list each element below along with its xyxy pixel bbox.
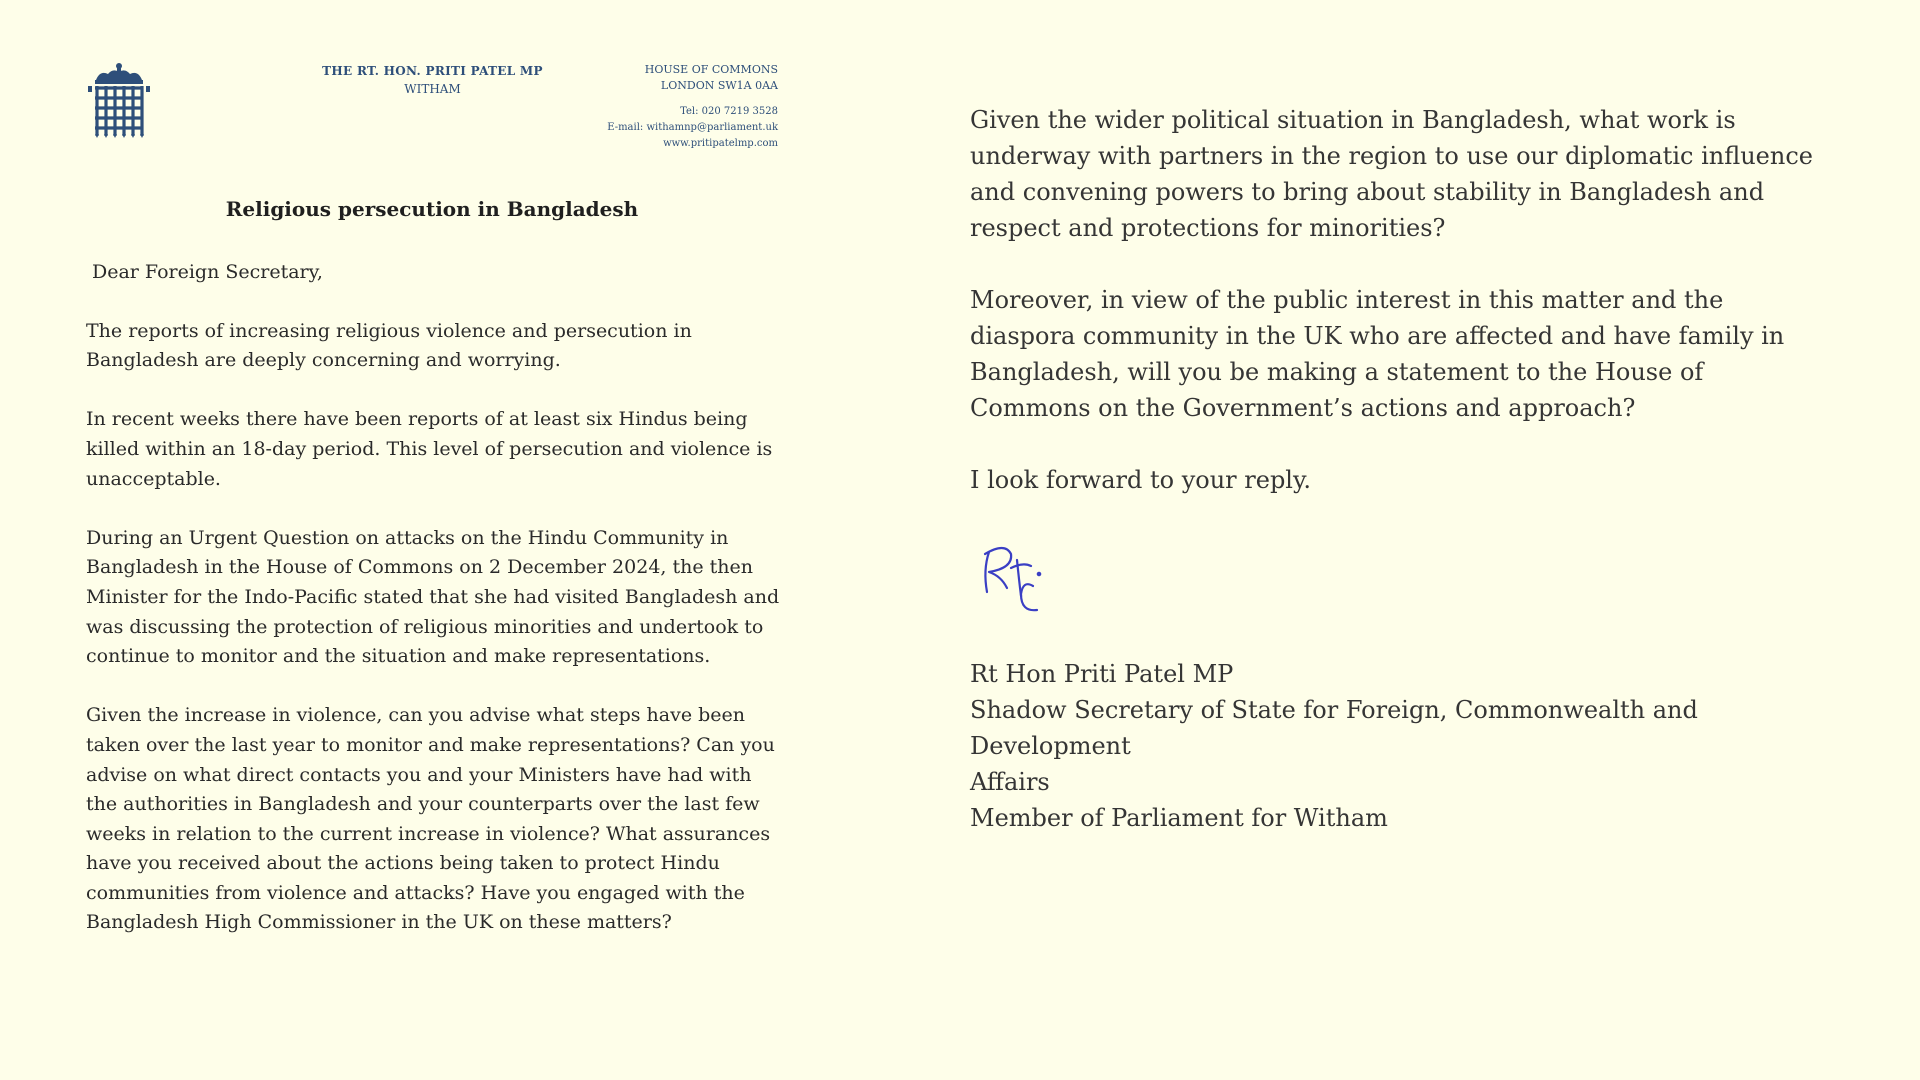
closing-line: I look forward to your reply. — [970, 466, 1311, 494]
letterhead-constituency: WITHAM — [404, 82, 461, 96]
letter-title: Religious persecution in Bangladesh — [225, 197, 639, 221]
letterhead-address-line2: LONDON SW1A 0AA — [660, 79, 778, 92]
letter-body-left — [86, 258, 786, 968]
letterhead-address-line1: HOUSE OF COMMONS — [644, 63, 778, 76]
paragraph: Given the increase in violence, can you advise what steps have been taken over the last year to monitor and make representations? Can you advise on what direct contacts you and your Ministers have had with the authorities in Bangladesh and your counterparts over the last few weeks in relation to the current increase in violence? What assurances have you received about the actions being taken to protect Hindu communities from violence and attacks? Have you engaged with the Bangladesh High Commissioner in the UK on these matters? — [86, 704, 775, 934]
salutation: Dear Foreign Secretary, — [92, 261, 323, 283]
signatory-constituency: Member of Parliament for Witham — [970, 804, 1388, 832]
paragraph: Given the wider political situation in Bangladesh, what work is underway with partners in the region to use our diplomatic influence and convening powers to bring about stability in Bangladesh and respect and protections for minorities? — [970, 106, 1813, 242]
letterhead-address-block — [540, 62, 778, 152]
paragraph: During an Urgent Question on attacks on the Hindu Community in Bangladesh in the House of Commons on 2 December 2024, the then Minister for the Indo-Pacific stated that she had visited Bangladesh and was discussing the protection of religious minorities and undertook to continue to monitor and the situation and make representations. — [86, 526, 780, 668]
letterhead-name-block — [300, 62, 565, 98]
portcullis-icon — [86, 62, 152, 138]
signatory-role: Shadow Secretary of State for Foreign, Commonwealth and Development — [970, 696, 1698, 760]
paragraph: Moreover, in view of the public interest in this matter and the diaspora community in the UK who are affected and have family in Bangladesh, will you be making a statement to the House of Commons on the Government’s actions and approach? — [970, 286, 1785, 422]
letterhead-email: E-mail: withamnp@parliament.uk — [607, 122, 778, 133]
letterhead-website: www.pritipatelmp.com — [663, 138, 778, 149]
sign-off-block — [970, 656, 1830, 836]
paragraph: The reports of increasing religious violence and persecution in Bangladesh are deeply concerning and worrying. — [86, 319, 692, 372]
letterhead-tel: Tel: 020 7219 3528 — [680, 106, 778, 117]
signatory-role-cont: Affairs — [970, 768, 1050, 796]
signature-icon — [975, 540, 1055, 620]
signatory-name: Rt Hon Priti Patel MP — [970, 660, 1234, 688]
letterhead-name: THE RT. HON. PRITI PATEL MP — [322, 64, 543, 78]
paragraph: In recent weeks there have been reports of at least six Hindus being killed within an 18-day period. This level of persecution and violence is unacceptable. — [86, 408, 773, 490]
letter-body-right — [970, 102, 1830, 534]
